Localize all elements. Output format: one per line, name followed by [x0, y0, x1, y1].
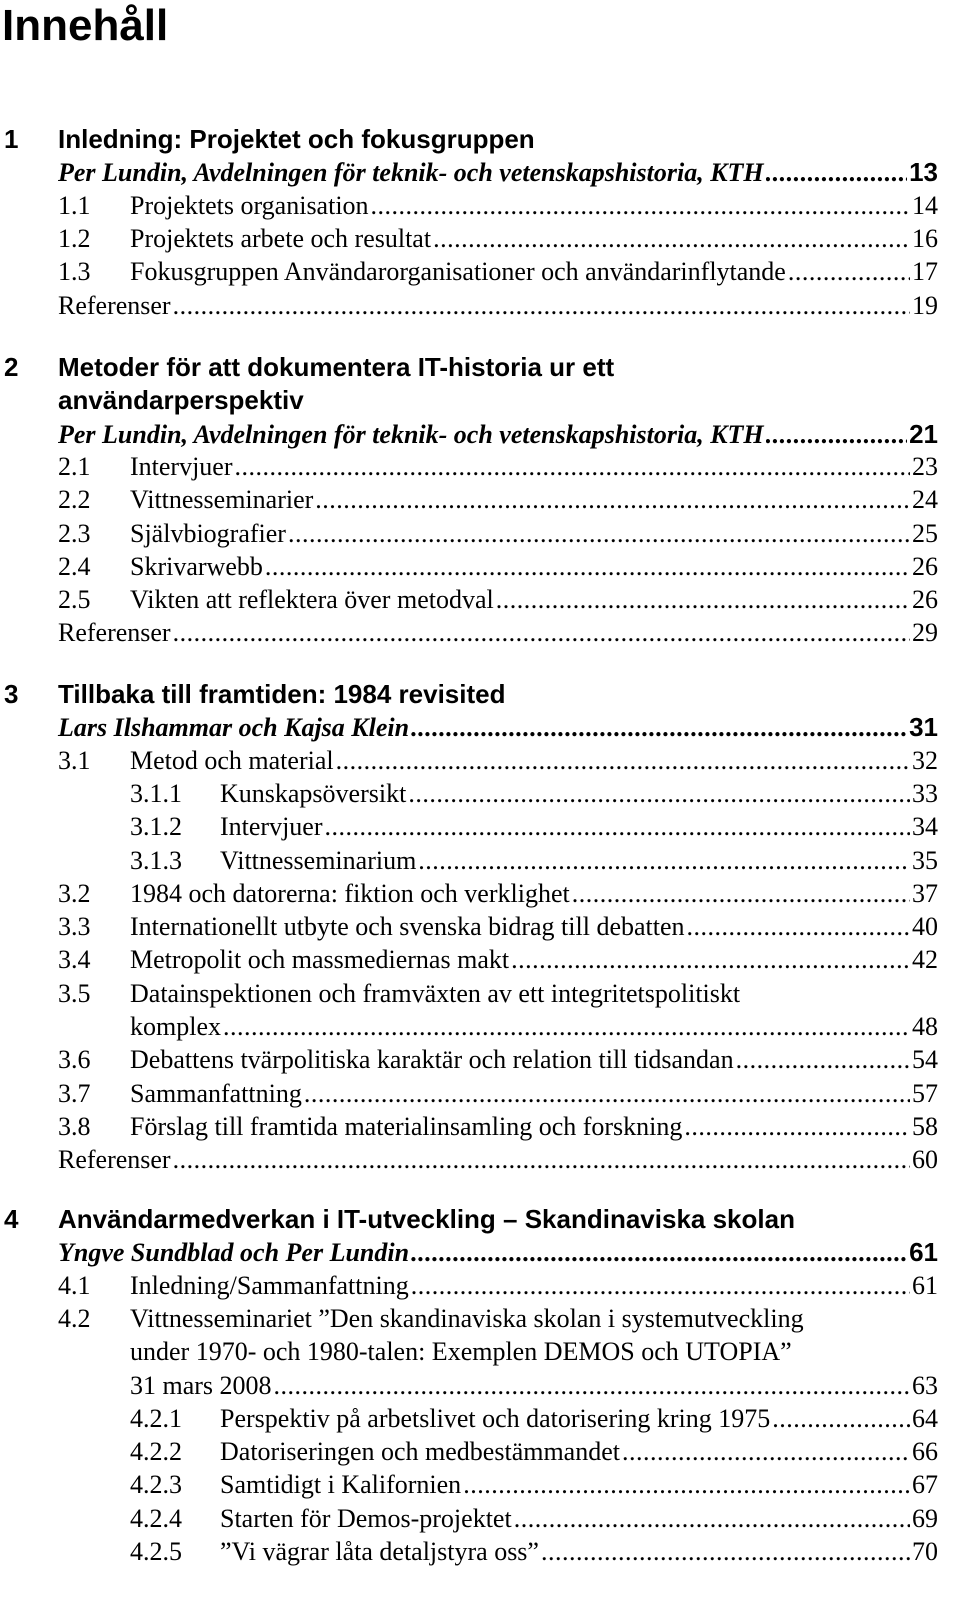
- subsection-number: 4.2.3: [130, 1470, 182, 1500]
- section-entry: [130, 1010, 938, 1044]
- section-page-number: 16: [912, 223, 938, 253]
- section-page-number: 60: [912, 1145, 938, 1175]
- section-page-number: 17: [912, 257, 938, 287]
- section-page-number: 57: [912, 1078, 938, 1108]
- chapter-title: Användarmedverkan i IT-utveckling – Skandinaviska skolan: [58, 1204, 795, 1234]
- dot-leader: [223, 1010, 910, 1044]
- section-entry: [130, 517, 938, 551]
- section-title: 1984 och datorerna: fiktion och verklighet: [130, 878, 570, 908]
- section-entry: [58, 289, 938, 323]
- page-title: Innehåll: [2, 1, 169, 50]
- subsection-number: 3.1.3: [130, 845, 182, 875]
- section-entry: [58, 616, 938, 650]
- section-page-number: 19: [912, 290, 938, 320]
- section-entry: [220, 844, 938, 878]
- section-line: [0, 1369, 960, 1403]
- section-page-number: 23: [912, 451, 938, 481]
- section-number: 3.4: [58, 945, 91, 975]
- section-title: Perspektiv på arbetslivet och datorisering kring 1975: [220, 1403, 771, 1433]
- section-line: [0, 977, 960, 1011]
- chapter-author-line: [0, 1235, 960, 1269]
- section-number: 3.5: [58, 978, 91, 1008]
- section-line: [0, 1010, 960, 1044]
- section-title: Förslag till framtida materialinsamling och forskning: [130, 1111, 683, 1141]
- section-entry: [220, 1468, 938, 1502]
- section-title: under 1970- och 1980-talen: Exemplen DEMOS och UTOPIA”: [130, 1337, 792, 1367]
- section-entry: [130, 877, 938, 911]
- section-page-number: 70: [912, 1537, 938, 1566]
- dot-leader: [274, 1369, 910, 1403]
- section-line: [0, 877, 960, 911]
- dot-leader: [411, 711, 907, 745]
- section-title: Debattens tvärpolitiska karaktär och relation till tidsandan: [130, 1045, 734, 1075]
- dot-leader: [173, 616, 910, 650]
- subsection-number: 4.2.2: [130, 1437, 182, 1467]
- section-line: [0, 517, 960, 551]
- section-number: 3.1: [58, 745, 91, 775]
- section-number: 2.2: [58, 485, 91, 515]
- section-title: Vikten att reflektera över metodval: [130, 585, 494, 615]
- section-title: Vittnesseminarium: [220, 845, 417, 875]
- dot-leader: [541, 1535, 910, 1569]
- section-number: 1.3: [58, 257, 91, 287]
- section-entry: [130, 450, 938, 484]
- section-number: 2.4: [58, 551, 91, 581]
- section-line: [0, 1110, 960, 1144]
- section-entry: [58, 1143, 938, 1177]
- dot-leader: [315, 483, 910, 517]
- dot-leader: [684, 1110, 910, 1144]
- section-title: Intervjuer: [130, 451, 233, 481]
- section-line: [0, 910, 960, 944]
- section-page-number: 69: [912, 1503, 938, 1533]
- section-entry: [130, 189, 938, 223]
- section-title: Referenser: [58, 290, 171, 320]
- section-line: [0, 1077, 960, 1111]
- section-title: Datoriseringen och medbestämmandet: [220, 1437, 620, 1467]
- dot-leader: [304, 1077, 910, 1111]
- references-line: [0, 616, 960, 650]
- author-title: Per Lundin, Avdelningen för teknik- och vetenskapshistoria, KTH: [58, 158, 764, 188]
- section-line: [0, 222, 960, 256]
- section-line: [0, 550, 960, 584]
- section-number: 4.2: [58, 1303, 91, 1333]
- section-title: Inledning/Sammanfattning: [130, 1270, 409, 1300]
- author-title: Per Lundin, Avdelningen för teknik- och vetenskapshistoria, KTH: [58, 419, 764, 449]
- section-page-number: 33: [912, 778, 938, 808]
- section-title: Starten för Demos-projektet: [220, 1503, 512, 1533]
- author-entry: [58, 417, 938, 452]
- subsection-line: [0, 1435, 960, 1469]
- section-number: 3.6: [58, 1045, 91, 1075]
- section-number: 1.1: [58, 190, 91, 220]
- dot-leader: [514, 1502, 910, 1536]
- section-number: 3.7: [58, 1078, 91, 1108]
- section-entry: [130, 1043, 938, 1077]
- subsection-line: [0, 1535, 960, 1569]
- dot-leader: [265, 550, 910, 584]
- section-page-number: 54: [912, 1045, 938, 1075]
- section-entry: [130, 255, 938, 289]
- section-entry: [130, 1369, 938, 1403]
- section-page-number: 35: [912, 845, 938, 875]
- chapter-number: 2: [4, 352, 19, 382]
- section-entry: [220, 1435, 938, 1469]
- dot-leader: [418, 844, 910, 878]
- dot-leader: [173, 1143, 910, 1177]
- author-page-number: 13: [909, 157, 938, 188]
- dot-leader: [408, 777, 910, 811]
- subsection-line: [0, 777, 960, 811]
- dot-leader: [336, 744, 910, 778]
- section-title: komplex: [130, 1012, 221, 1041]
- section-page-number: 32: [912, 745, 938, 775]
- section-line: [0, 1335, 960, 1369]
- section-title: Intervjuer: [220, 812, 323, 842]
- author-entry: [58, 710, 938, 745]
- section-page-number: 37: [912, 878, 938, 908]
- chapter-title: Inledning: Projektet och fokusgruppen: [58, 124, 535, 154]
- dot-leader: [411, 1236, 907, 1270]
- section-entry: [130, 583, 938, 617]
- chapter-title: Metoder för att dokumentera IT-historia ur ett: [58, 352, 615, 382]
- section-entry: [130, 550, 938, 584]
- dot-leader: [772, 1402, 910, 1436]
- section-title: 31 mars 2008: [130, 1370, 272, 1400]
- section-title: Datainspektionen och framväxten av ett integritetspolitiskt: [130, 978, 741, 1008]
- section-number: 3.3: [58, 912, 91, 942]
- section-number: 3.8: [58, 1111, 91, 1141]
- section-page-number: 34: [912, 812, 938, 842]
- dot-leader: [766, 156, 907, 190]
- subsection-line: [0, 810, 960, 844]
- section-entry: [220, 777, 938, 811]
- dot-leader: [766, 418, 907, 452]
- chapter-heading: [0, 677, 960, 711]
- dot-leader: [325, 810, 910, 844]
- dot-leader: [411, 1269, 910, 1303]
- section-page-number: 40: [912, 912, 938, 942]
- chapter-heading: [0, 122, 960, 156]
- section-line: [0, 1043, 960, 1077]
- author-title: Yngve Sundblad och Per Lundin: [58, 1238, 410, 1268]
- dot-leader: [622, 1435, 910, 1469]
- author-page-number: 21: [909, 418, 938, 449]
- dot-leader: [736, 1043, 910, 1077]
- section-entry: [130, 943, 938, 977]
- subsection-line: [0, 844, 960, 878]
- section-number: 4.1: [58, 1270, 91, 1300]
- section-line: [0, 1302, 960, 1336]
- subsection-number: 4.2.5: [130, 1537, 182, 1566]
- section-page-number: 61: [912, 1270, 938, 1300]
- section-title: Vittnesseminariet ”Den skandinaviska skolan i systemutveckling: [130, 1303, 804, 1333]
- references-line: [0, 289, 960, 323]
- section-page-number: 25: [912, 518, 938, 548]
- dot-leader: [173, 289, 910, 323]
- subsection-number: 3.1.1: [130, 778, 182, 808]
- chapter-title: Tillbaka till framtiden: 1984 revisited: [58, 679, 506, 709]
- section-number: 1.2: [58, 223, 91, 253]
- section-number: 3.2: [58, 878, 91, 908]
- section-line: [0, 189, 960, 223]
- section-entry: [130, 222, 938, 256]
- dot-leader: [288, 517, 910, 551]
- section-entry: [130, 910, 938, 944]
- dot-leader: [463, 1468, 910, 1502]
- dot-leader: [371, 189, 910, 223]
- chapter-author-line: [0, 155, 960, 189]
- section-page-number: 48: [912, 1012, 938, 1041]
- section-page-number: 64: [912, 1403, 938, 1433]
- section-title: Referenser: [58, 618, 171, 648]
- chapter-number: 1: [4, 124, 19, 154]
- dot-leader: [511, 943, 910, 977]
- section-title: Vittnesseminarier: [130, 485, 314, 515]
- dot-leader: [788, 255, 910, 289]
- chapter-heading: [0, 350, 960, 384]
- dot-leader: [433, 222, 910, 256]
- section-title: Sammanfattning: [130, 1078, 302, 1108]
- chapter-title: användarperspektiv: [58, 385, 304, 416]
- subsection-line: [0, 1502, 960, 1536]
- section-line: [0, 450, 960, 484]
- author-title: Lars Ilshammar och Kajsa Klein: [58, 713, 410, 743]
- author-entry: [58, 155, 938, 190]
- section-entry: [220, 1535, 938, 1569]
- subsection-number: 4.2.4: [130, 1503, 182, 1533]
- section-line: [0, 583, 960, 617]
- subsection-line: [0, 1468, 960, 1502]
- section-title: Skrivarwebb: [130, 551, 263, 581]
- section-entry: [130, 483, 938, 517]
- section-page-number: 58: [912, 1111, 938, 1141]
- section-entry: [220, 810, 938, 844]
- section-entry: [130, 1110, 938, 1144]
- section-title: Fokusgruppen Användarorganisationer och användarinflytande: [130, 257, 786, 287]
- section-title: Metod och material: [130, 745, 334, 775]
- section-number: 2.1: [58, 451, 91, 481]
- section-line: [0, 255, 960, 289]
- section-page-number: 24: [912, 485, 938, 515]
- subsection-number: 4.2.1: [130, 1403, 182, 1433]
- section-title: Kunskapsöversikt: [220, 778, 407, 808]
- section-page-number: 29: [912, 618, 938, 648]
- chapter-heading: [0, 1202, 960, 1236]
- section-line: [0, 1269, 960, 1303]
- section-title: Självbiografier: [130, 518, 286, 548]
- author-page-number: 31: [909, 712, 938, 743]
- section-entry: [130, 744, 938, 778]
- subsection-line: [0, 1402, 960, 1436]
- section-page-number: 14: [912, 190, 938, 220]
- section-title: Projektets arbete och resultat: [130, 223, 432, 253]
- dot-leader: [496, 583, 910, 617]
- subsection-number: 3.1.2: [130, 812, 182, 842]
- chapter-author-line: [0, 710, 960, 744]
- section-title: Samtidigt i Kalifornien: [220, 1470, 462, 1500]
- chapter-heading: [0, 383, 960, 417]
- section-number: 2.3: [58, 518, 91, 548]
- section-page-number: 67: [912, 1470, 938, 1500]
- dot-leader: [687, 910, 910, 944]
- dot-leader: [235, 450, 910, 484]
- section-entry: [220, 1502, 938, 1536]
- section-number: 2.5: [58, 585, 91, 615]
- section-title: Internationellt utbyte och svenska bidrag till debatten: [130, 912, 685, 942]
- section-title: ”Vi vägrar låta detaljstyra oss”: [220, 1537, 539, 1566]
- section-page-number: 63: [912, 1370, 938, 1400]
- dot-leader: [572, 877, 910, 911]
- section-entry: [130, 1269, 938, 1303]
- section-title: Projektets organisation: [130, 190, 369, 220]
- section-entry: [220, 1402, 938, 1436]
- references-line: [0, 1143, 960, 1177]
- section-page-number: 66: [912, 1437, 938, 1467]
- chapter-number: 4: [4, 1204, 19, 1234]
- author-entry: [58, 1235, 938, 1270]
- section-line: [0, 943, 960, 977]
- section-title: Referenser: [58, 1145, 171, 1175]
- section-page-number: 42: [912, 945, 938, 975]
- section-page-number: 26: [912, 585, 938, 615]
- section-title: Metropolit och massmediernas makt: [130, 945, 510, 975]
- section-line: [0, 744, 960, 778]
- chapter-author-line: [0, 417, 960, 451]
- author-page-number: 61: [909, 1237, 938, 1268]
- section-entry: [130, 1077, 938, 1111]
- section-page-number: 26: [912, 551, 938, 581]
- chapter-number: 3: [4, 679, 19, 709]
- section-line: [0, 483, 960, 517]
